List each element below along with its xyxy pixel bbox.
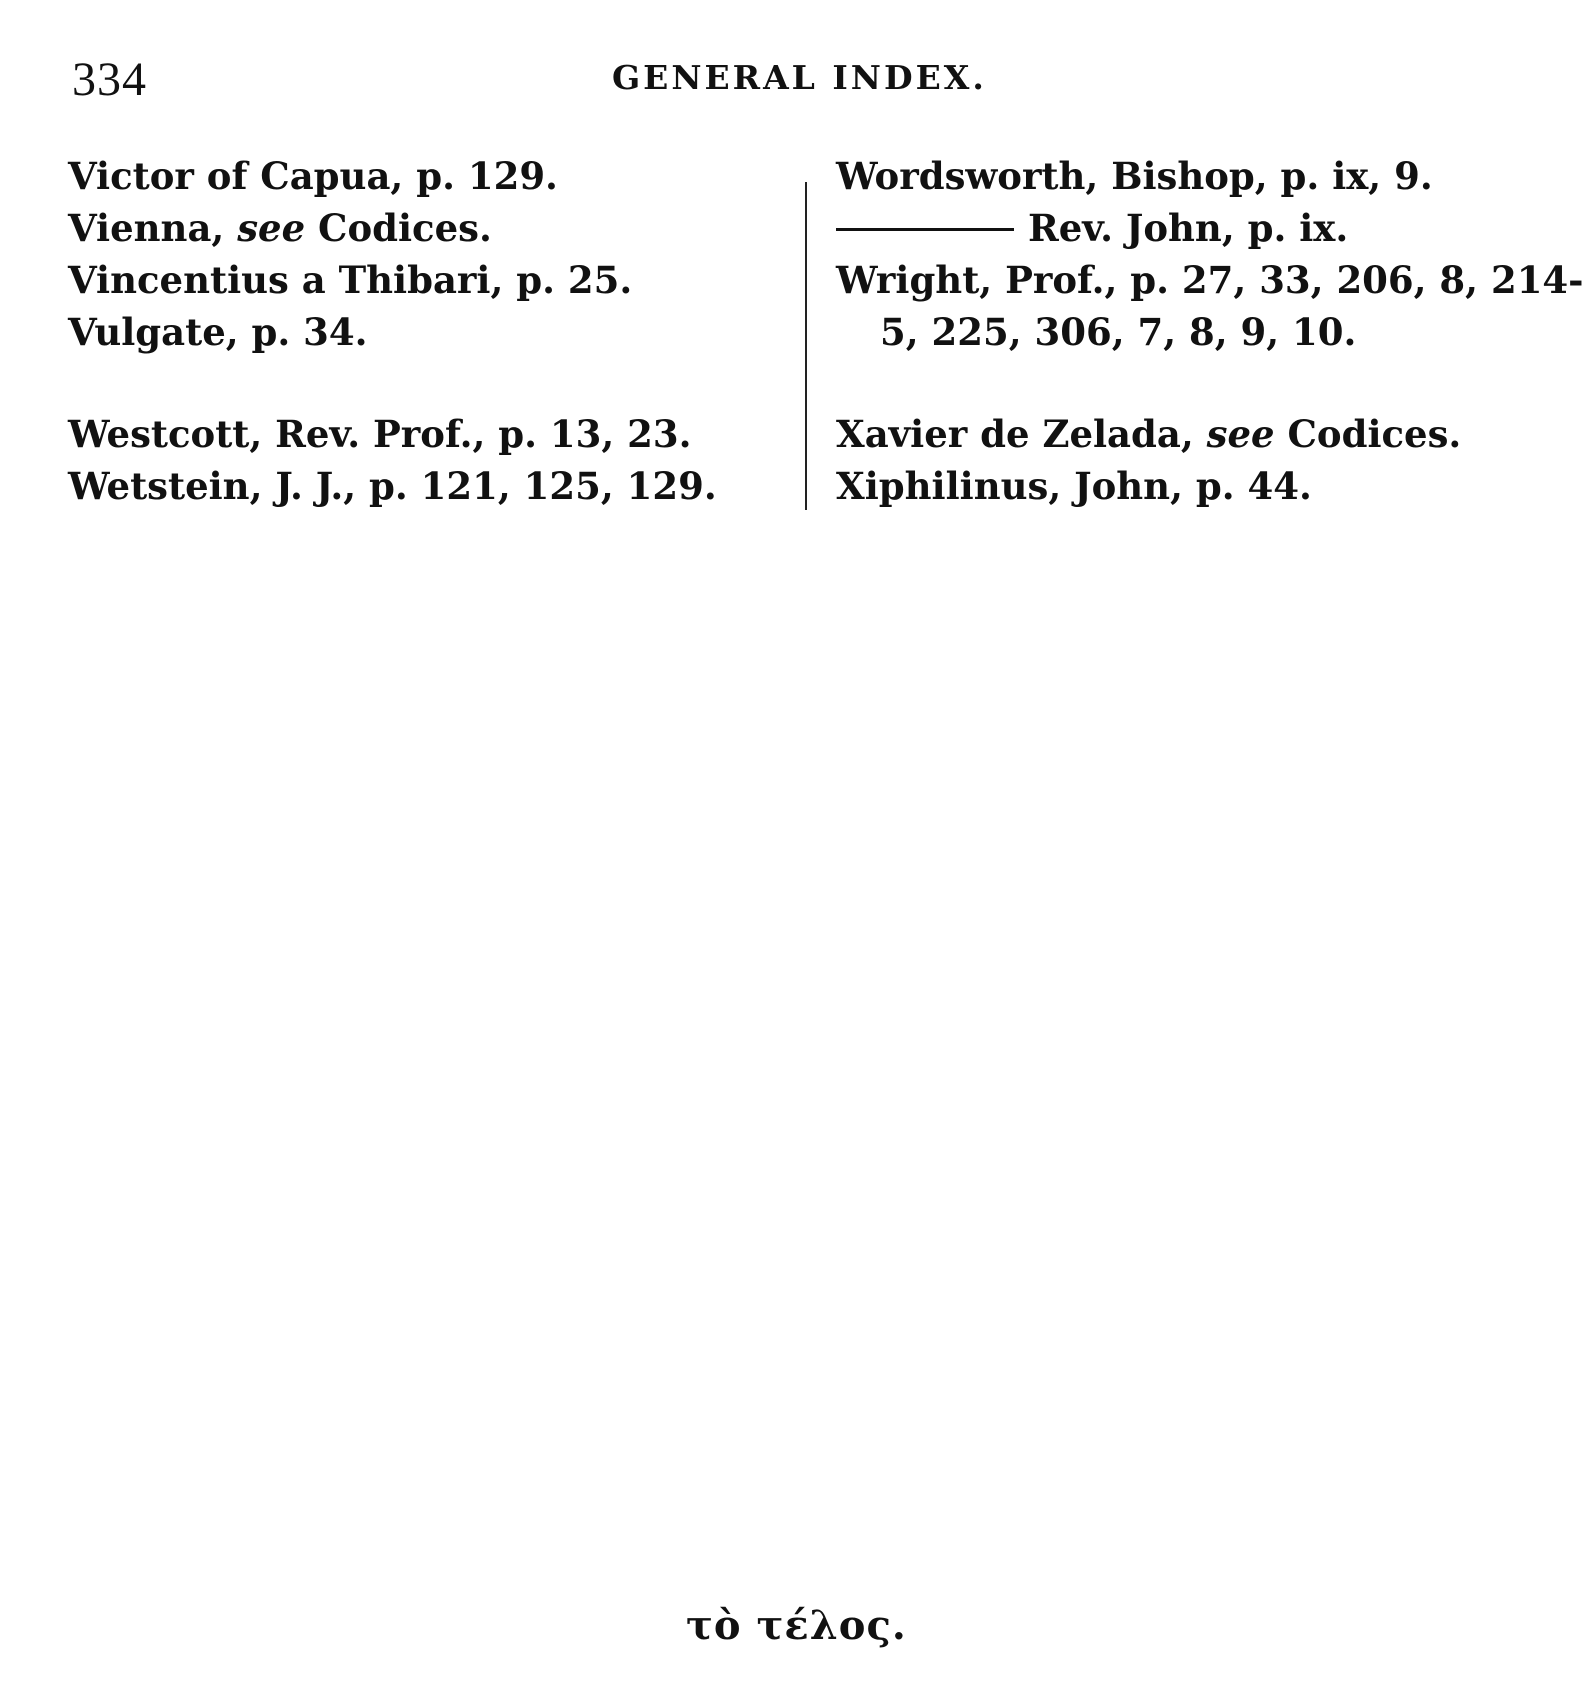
column-divider [805,182,807,510]
index-column-left [68,150,717,512]
ditto-dash [836,228,1014,231]
closing-phrase: τὸ τέλος. [686,1602,907,1649]
page-number: 334 [72,53,147,106]
running-title: GENERAL INDEX. [612,58,987,97]
index-entry-victor: Victor of Capua, p. 129. [68,154,558,198]
see-reference: see [237,206,306,250]
index-entry-wright [836,254,1584,358]
index-entry-vienna [68,202,717,254]
entry-continuation: 5, 225, 306, 7, 8, 9, 10. [880,310,1357,354]
index-entry-wetstein: Wetstein, J. J., p. 121, 125, 129. [68,464,717,508]
entry-name: Vienna, [68,206,238,250]
index-entry-xavier [836,408,1584,460]
index-entry-wordsworth-john [836,202,1584,254]
entry-reference: Codices. [1274,412,1462,456]
index-entry-vulgate: Vulgate, p. 34. [68,310,368,354]
entry-line: Wright, Prof., p. 27, 33, 206, 8, 214- [836,258,1584,302]
entry-text: Rev. John, p. ix. [1028,206,1349,250]
index-entry-westcott: Westcott, Rev. Prof., p. 13, 23. [68,412,692,456]
entry-name: Xavier de Zelada, [836,412,1207,456]
index-entry-xiphilinus: Xiphilinus, John, p. 44. [836,464,1312,508]
index-entry-vincentius: Vincentius a Thibari, p. 25. [68,258,633,302]
index-entry-wordsworth-bishop: Wordsworth, Bishop, p. ix, 9. [836,154,1433,198]
see-reference: see [1206,412,1275,456]
index-column-right [836,150,1584,512]
entry-reference: Codices. [305,206,492,250]
